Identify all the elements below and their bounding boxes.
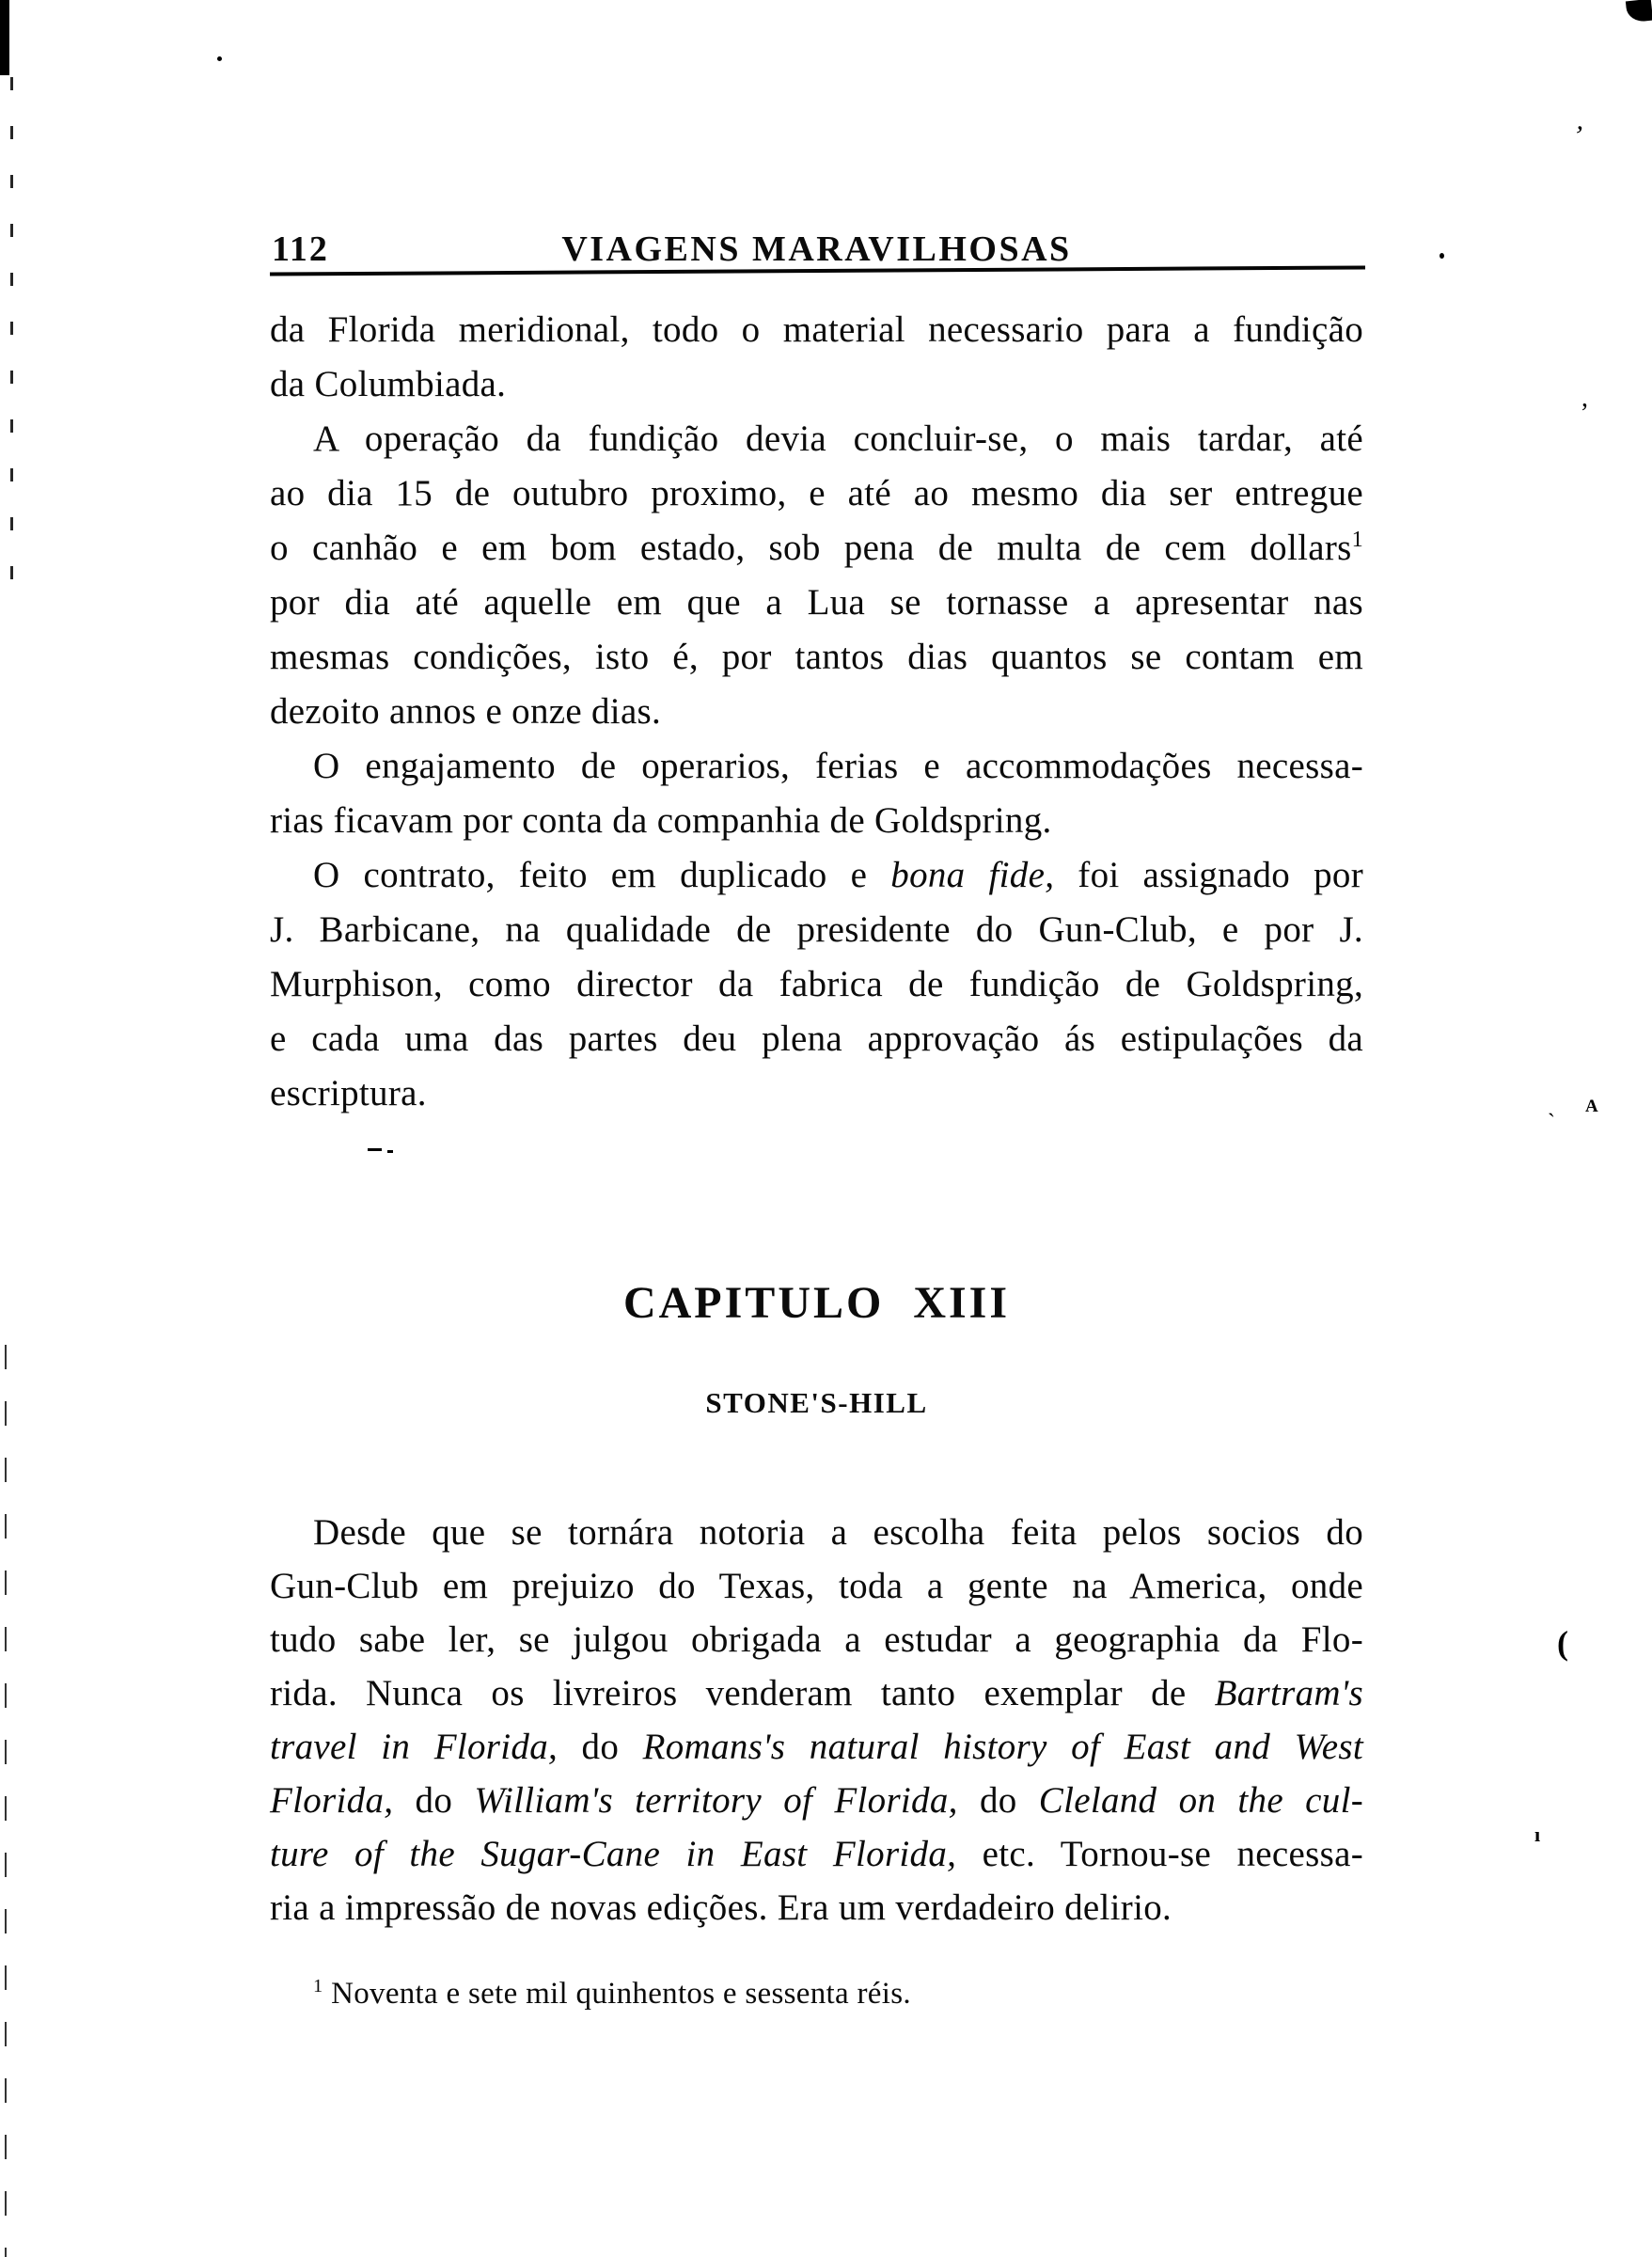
text-segment: A operação da fundição devia concluir-se, o mais tardar, até: [313, 418, 1363, 459]
text-line: [270, 521, 1363, 576]
scan-artifact-mark: ı: [1534, 1823, 1541, 1846]
italic-text: Bartram's: [1214, 1673, 1363, 1713]
body-text-bottom: [270, 1506, 1363, 1934]
text-line: [270, 1506, 1363, 1559]
text-line: [270, 466, 1363, 521]
text-segment: Murphison, como director da fabrica de fundição de Goldspring,: [270, 964, 1363, 1004]
chapter-subtitle: STONE'S-HILL: [705, 1386, 928, 1419]
scan-artifact-mark: (: [1557, 1624, 1568, 1662]
text-line: [270, 630, 1363, 685]
text-segment: do: [558, 1727, 643, 1767]
text-segment: O engajamento de operarios, ferias e accommodações necessa-: [313, 746, 1363, 786]
text-line: [270, 685, 1363, 739]
footnote-ref: 1: [1351, 527, 1363, 552]
chapter-title: CAPITULO XIII: [622, 1278, 1011, 1328]
text-segment: foi assignado por: [1054, 855, 1363, 895]
text-line: [270, 848, 1363, 903]
text-segment: escriptura.: [270, 1073, 427, 1113]
text-segment: tudo sabe ler, se julgou obrigada a estudar a geographia da Flo-: [270, 1619, 1363, 1660]
text-segment: da Columbiada.: [270, 364, 507, 404]
footnote-text: Noventa e sete mil quinhentos e sessenta réis.: [323, 1977, 911, 2011]
text-segment: etc. Tornou-se necessa-: [956, 1834, 1363, 1874]
scan-artifact-mark: A: [1585, 1097, 1598, 1116]
text-line: [270, 1559, 1363, 1613]
scan-artifact-dash: [368, 1148, 382, 1151]
scan-artifact-mark: ˏ: [1548, 1093, 1555, 1117]
text-segment: Gun-Club em prejuizo do Texas, toda a gente na America, onde: [270, 1566, 1363, 1606]
page-number: 112: [272, 229, 329, 269]
italic-text: bona fide,: [890, 855, 1055, 895]
text-line: [270, 1666, 1363, 1720]
italic-text: travel in Florida,: [270, 1727, 559, 1767]
text-line: [270, 576, 1363, 630]
text-segment: rias ficavam por conta da companhia de Goldspring.: [270, 800, 1052, 841]
text-segment: do: [393, 1780, 475, 1821]
text-line: [270, 1066, 1363, 1121]
scan-artifact-mark: ,: [1581, 384, 1588, 413]
text-segment: O contrato, feito em duplicado e: [313, 855, 891, 895]
text-line: [270, 1012, 1363, 1066]
text-line: [270, 357, 1363, 412]
text-line: [270, 1613, 1363, 1666]
text-segment: do: [957, 1780, 1039, 1821]
footnote-marker: 1: [313, 1976, 323, 1997]
running-title: VIAGENS MARAVILHOSAS: [561, 229, 1072, 269]
footnote: [270, 1977, 1363, 2012]
text-line: [270, 303, 1363, 357]
text-line: [270, 903, 1363, 957]
scan-artifact-mark: ʼ: [1571, 119, 1586, 152]
italic-text: William's territory of Florida,: [474, 1780, 958, 1821]
text-segment: da Florida meridional, todo o material necessario para a fundição: [270, 309, 1363, 350]
italic-text: ture of the Sugar-Cane in East Florida,: [270, 1834, 957, 1874]
text-line: [270, 1774, 1363, 1827]
text-segment: o canhão e em bom estado, sob pena de multa de cem dollars: [270, 528, 1352, 568]
scan-artifact-left-line: [5, 1345, 7, 2257]
text-line: [270, 412, 1363, 466]
italic-text: Florida,: [270, 1780, 394, 1821]
text-segment: e cada uma das partes deu plena approvação ás estipulações da: [270, 1018, 1363, 1059]
text-segment: por dia até aquelle em que a Lua se tornasse a apresentar nas: [270, 582, 1363, 623]
text-line: [270, 794, 1363, 848]
text-line: [270, 1881, 1363, 1934]
italic-text: Romans's natural history of East and West: [642, 1727, 1363, 1767]
text-segment: J. Barbicane, na qualidade de presidente do Gun-Club, e por J.: [270, 909, 1363, 950]
italic-text: Cleland on the cul-: [1038, 1780, 1363, 1821]
text-segment: rida. Nunca os livreiros venderam tanto exemplar de: [270, 1673, 1215, 1713]
text-segment: Desde que se tornára notoria a escolha feita pelos socios do: [313, 1512, 1363, 1553]
text-segment: ao dia 15 de outubro proximo, e até ao mesmo dia ser entregue: [270, 473, 1363, 513]
scan-artifact-left-dashes: [10, 77, 13, 585]
scan-artifact-fleck: [1440, 253, 1444, 259]
page-header: [270, 229, 1363, 272]
scan-artifact-fleck: [217, 56, 222, 61]
scan-artifact-left-bar: [0, 0, 9, 75]
text-line: [270, 739, 1363, 794]
text-line: [270, 1827, 1363, 1881]
scan-artifact-dash: [387, 1150, 393, 1153]
scan-artifact-corner-blob: [1626, 0, 1652, 23]
text-line: [270, 957, 1363, 1012]
body-text-top: [270, 303, 1363, 1121]
text-segment: ria a impressão de novas edições. Era um verdadeiro delirio.: [270, 1887, 1172, 1928]
text-line: [270, 1720, 1363, 1774]
text-segment: dezoito annos e onze dias.: [270, 691, 662, 732]
text-segment: mesmas condições, isto é, por tantos dias quantos se contam em: [270, 637, 1363, 677]
